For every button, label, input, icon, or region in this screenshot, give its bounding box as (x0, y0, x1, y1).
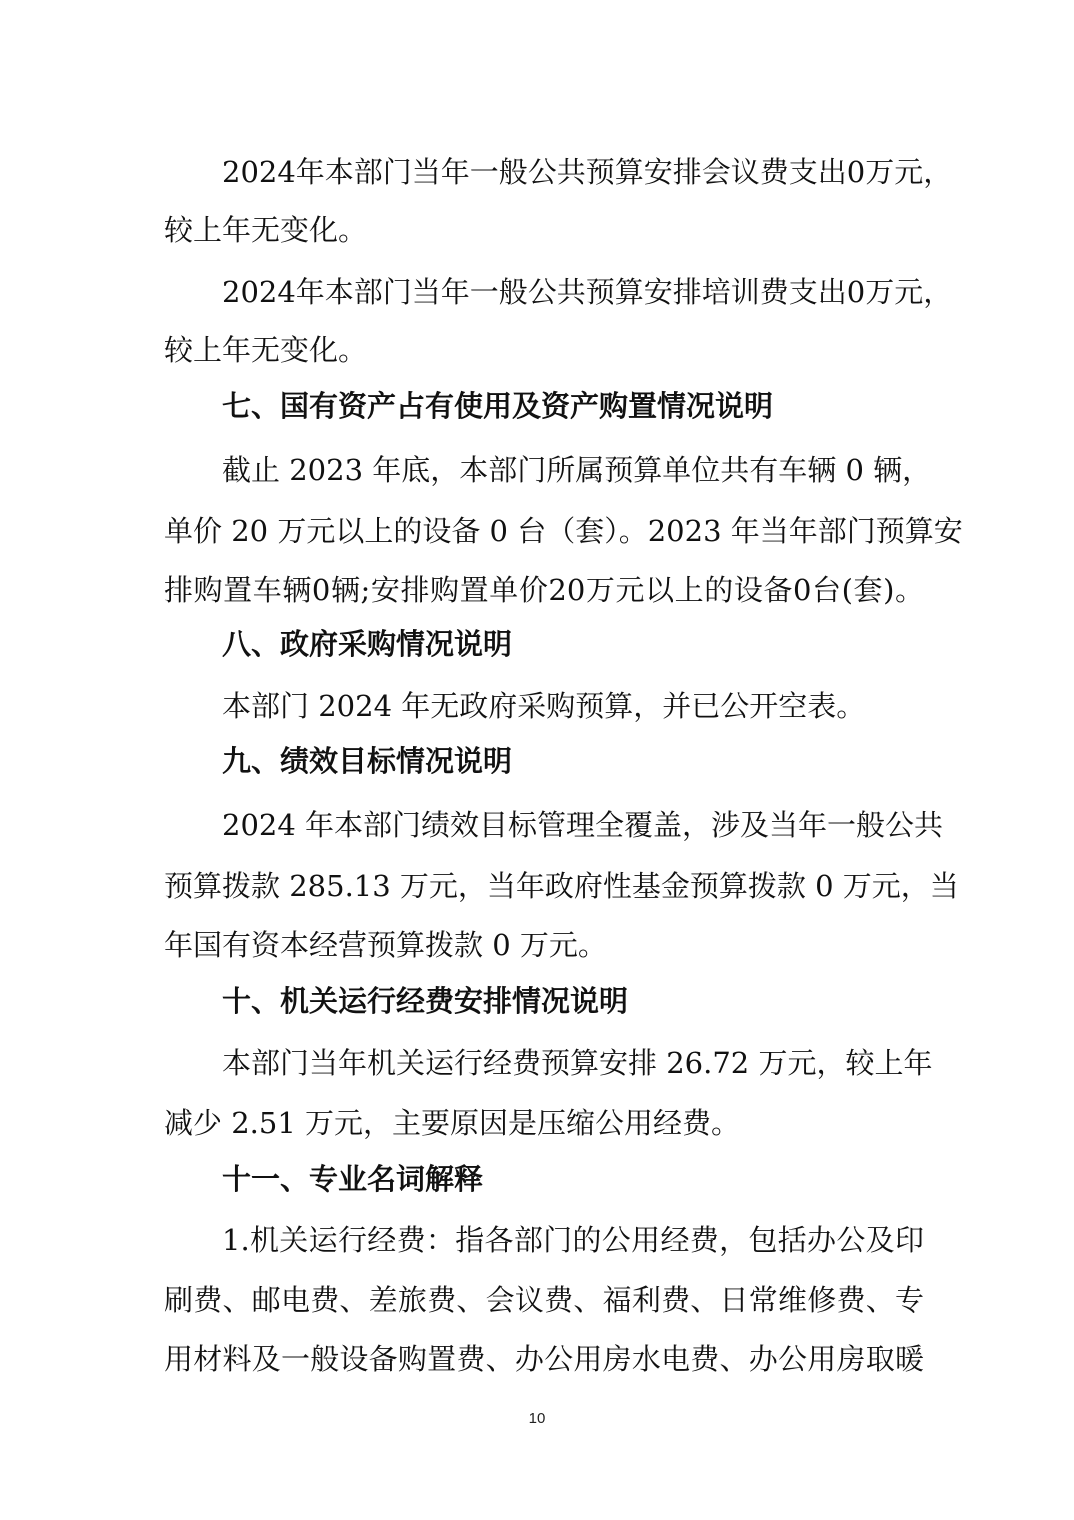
paragraph-line: 预算拨款 285.13 万元，当年政府性基金预算拨款 0 万元，当 (164, 869, 959, 903)
section-heading: 九、绩效目标情况说明 (222, 744, 513, 778)
page-number: 10 (528, 1410, 546, 1427)
section-heading: 七、国有资产占有使用及资产购置情况说明 (222, 389, 774, 423)
paragraph-line: 刷费、邮电费、差旅费、会议费、福利费、日常维修费、专 (164, 1283, 924, 1317)
paragraph-line: 1.机关运行经费：指各部门的公用经费，包括办公及印 (222, 1223, 924, 1257)
paragraph-line: 截止 2023 年底，本部门所属预算单位共有车辆 0 辆， (222, 453, 932, 487)
paragraph-line: 2024年本部门当年一般公共预算安排会议费支出0万元， (222, 155, 953, 189)
paragraph-line: 本部门 2024 年无政府采购预算，并已公开空表。 (222, 689, 866, 723)
paragraph-line: 排购置车辆0辆;安排购置单价20万元以上的设备0台(套)。 (164, 573, 924, 607)
section-heading: 十一、专业名词解释 (222, 1162, 484, 1196)
paragraph-line: 年国有资本经营预算拨款 0 万元。 (164, 928, 607, 962)
paragraph-line: 较上年无变化。 (164, 333, 368, 367)
paragraph-line: 2024年本部门当年一般公共预算安排培训费支出0万元， (222, 275, 953, 309)
paragraph-line: 较上年无变化。 (164, 213, 368, 247)
section-heading: 十、机关运行经费安排情况说明 (222, 984, 629, 1018)
paragraph-line: 本部门当年机关运行经费预算安排 26.72 万元，较上年 (222, 1046, 933, 1080)
paragraph-line: 单价 20 万元以上的设备 0 台（套）。2023 年当年部门预算安 (164, 514, 963, 548)
paragraph-line: 减少 2.51 万元，主要原因是压缩公用经费。 (164, 1106, 741, 1140)
paragraph-line: 用材料及一般设备购置费、办公用房水电费、办公用房取暖 (164, 1342, 924, 1376)
paragraph-line: 2024 年本部门绩效目标管理全覆盖，涉及当年一般公共 (222, 808, 944, 842)
section-heading: 八、政府采购情况说明 (222, 627, 513, 661)
